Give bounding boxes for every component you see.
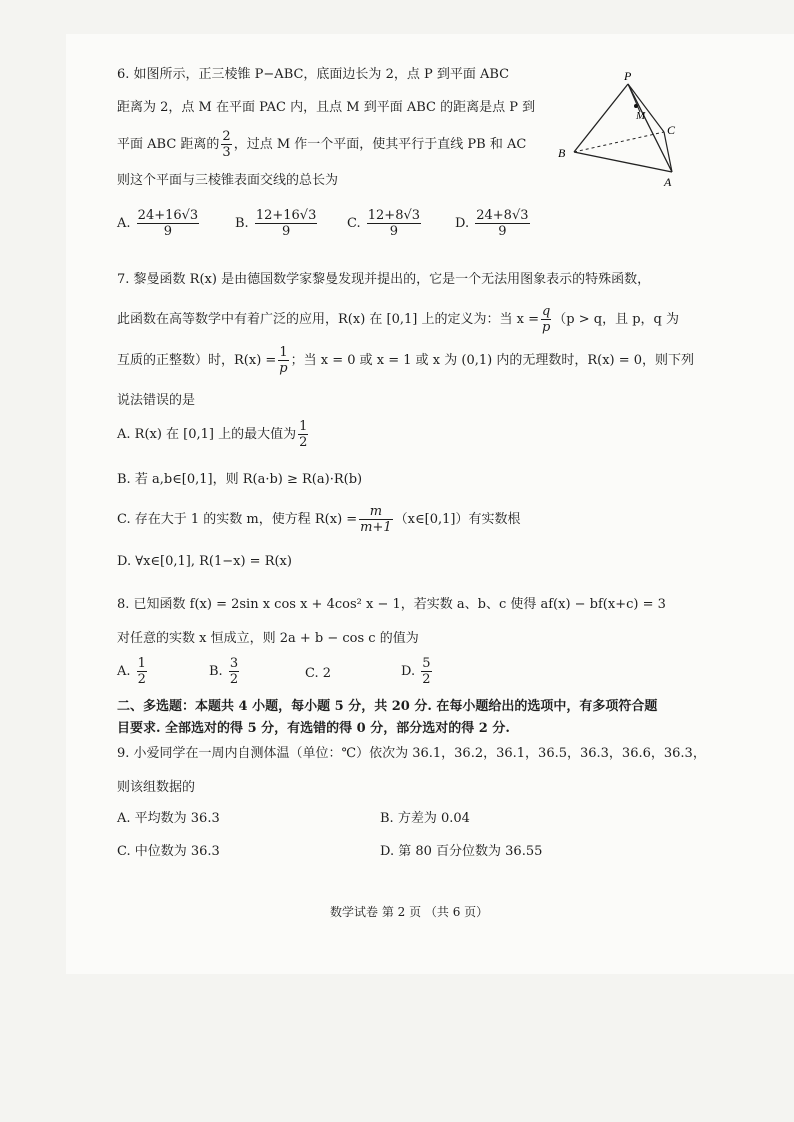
q6-option-a[interactable] (117, 208, 201, 239)
option-fraction (137, 208, 200, 239)
option-fraction (229, 656, 239, 687)
option-den: 9 (281, 224, 291, 239)
option-label: C. (305, 666, 319, 681)
q7-option-d[interactable]: D. ∀x∈[0,1], R(1−x) = R(x) (117, 554, 292, 569)
q7-option-a[interactable] (117, 418, 310, 452)
q8-line2: 对任意的实数 x 恒成立，则 2a + b − cos c 的值为 (117, 631, 419, 646)
option-den: 9 (163, 224, 173, 239)
q7-frac-den: p (541, 320, 551, 335)
frac-den: m+1 (360, 520, 392, 535)
option-label: C. (347, 216, 361, 231)
q8-option-b[interactable] (209, 656, 241, 687)
q8-line1: 8. 已知函数 f(x) = 2sin x cos x + 4cos² x − 1，若实数 a、b、c 使得 af(x) − bf(x+c) = 3 (117, 597, 666, 612)
label-p: P (624, 69, 632, 83)
label-a: A (664, 175, 672, 189)
option-fraction (475, 208, 529, 239)
q6-line3-end: ，过点 M 作一个平面，使其平行于直线 PB 和 AC (233, 137, 527, 152)
option-num: 5 (422, 656, 431, 671)
frac-num: 1 (299, 419, 308, 434)
option-num: 12+8√3 (367, 208, 421, 223)
option-num: 1 (137, 656, 146, 671)
option-label: A. (117, 664, 131, 679)
q6-line2: 距离为 2，点 M 在平面 PAC 内，且点 M 到平面 ABC 的距离是点 P 到 (117, 100, 536, 115)
q7-frac2-num: 1 (279, 345, 288, 360)
label-m: M (636, 110, 646, 122)
option-label: D. (455, 216, 470, 231)
label-c: C (667, 123, 676, 137)
q6-option-c[interactable] (347, 208, 423, 239)
option-den: 9 (389, 224, 399, 239)
option-label: B. (209, 664, 223, 679)
q7-line3-end: ；当 x = 0 或 x = 1 或 x 为 (0,1) 内的无理数时，R(x) = 0，则下列 (290, 353, 695, 368)
q7-option-c-fraction (359, 504, 393, 535)
q6-line3-start: 平面 ABC 距离的 (117, 137, 220, 152)
option-den: 2 (137, 672, 146, 687)
edge-pa (628, 84, 672, 172)
q7-option-c-start: C. 存在大于 1 的实数 m，使方程 R(x) = (117, 512, 358, 527)
q7-line1: 7. 黎曼函数 R(x) 是由德国数学家黎曼发现并提出的，它是一个无法用图象表示的特殊函数， (117, 272, 651, 287)
option-den: 2 (229, 672, 239, 687)
q7-option-b[interactable]: B. 若 a,b∈[0,1]，则 R(a·b) ≥ R(a)·R(b) (117, 472, 363, 487)
edge-ba (574, 152, 672, 172)
point-m (634, 104, 638, 108)
q6-line1: 6. 如图所示，正三棱锥 P−ABC，底面边长为 2，点 P 到平面 ABC (117, 67, 510, 82)
edge-pb (574, 84, 628, 152)
q7-fraction-1p (278, 345, 288, 376)
option-label: D. (401, 664, 416, 679)
section2-line1: 二、多选题：本题共 4 小题，每小题 5 分，共 20 分. 在每小题给出的选项中，有多项符合题 (117, 699, 658, 714)
option-fraction (255, 208, 318, 239)
q7-line2-end: （p > q，且 p，q 为 (553, 312, 680, 327)
q6-fraction-den: 3 (222, 145, 231, 160)
q6-fraction (221, 129, 231, 160)
q8-option-a[interactable] (117, 656, 149, 687)
q7-option-c-end: （x∈[0,1]）有实数根 (394, 512, 521, 527)
q9-line2: 则该组数据的 (117, 780, 196, 795)
option-den: 9 (498, 224, 507, 239)
option-label: A. (117, 216, 131, 231)
option-num: 12+16√3 (255, 208, 317, 223)
option-fraction (367, 208, 421, 239)
q8-options (117, 656, 457, 696)
q7-line2 (117, 303, 679, 337)
q7-frac-num: q (541, 304, 551, 319)
q7-line2-start: 此函数在高等数学中有着广泛的应用，R(x) 在 [0,1] 上的定义为：当 x = (117, 312, 539, 327)
q9-option-d[interactable]: D. 第 80 百分位数为 36.55 (380, 844, 543, 859)
q7-frac2-den: p (279, 361, 288, 376)
q7-option-c[interactable] (117, 503, 520, 537)
option-fraction (421, 656, 431, 687)
q6-fraction-num: 2 (222, 129, 231, 144)
q6-option-b[interactable] (235, 208, 319, 239)
page-footer: 数学试卷 第 2 页 （共 6 页） (330, 905, 489, 919)
option-num: 24+8√3 (476, 208, 529, 223)
option-label: B. (235, 216, 249, 231)
q9-option-b[interactable]: B. 方差为 0.04 (380, 811, 470, 826)
q7-option-a-fraction (298, 419, 308, 450)
frac-num: m (359, 504, 393, 520)
option-den: 2 (422, 672, 431, 687)
q6-option-d[interactable] (455, 208, 532, 239)
option-fraction (137, 656, 147, 687)
q8-option-d[interactable] (401, 656, 434, 687)
q9-option-c[interactable]: C. 中位数为 36.3 (117, 844, 220, 859)
option-value: 2 (322, 666, 332, 681)
q6-options (117, 208, 577, 248)
q6-line3 (117, 128, 526, 162)
section2-line2: 目要求. 全部选对的得 5 分，有选错的得 0 分，部分选对的得 2 分. (117, 721, 510, 736)
q7-line3-start: 互质的正整数）时，R(x) = (117, 353, 277, 368)
q6-line4: 则这个平面与三棱锥表面交线的总长为 (117, 173, 339, 188)
option-num: 3 (229, 656, 239, 671)
label-b: B (558, 146, 566, 160)
q9-line1: 9. 小爱同学在一周内自测体温（单位：℃）依次为 36.1，36.2，36.1，36.5，36.3，36.6，36.3， (117, 746, 706, 761)
edge-ac (664, 132, 672, 172)
frac-den: 2 (299, 435, 308, 450)
q8-option-c[interactable] (305, 666, 331, 681)
q7-line3 (117, 344, 694, 378)
q7-line4: 说法错误的是 (117, 393, 196, 408)
pyramid-figure (556, 64, 676, 194)
q7-option-a-text: A. R(x) 在 [0,1] 上的最大值为 (117, 427, 297, 442)
q9-option-a[interactable]: A. 平均数为 36.3 (117, 811, 220, 826)
option-num: 24+16√3 (137, 208, 199, 223)
edge-pc (628, 84, 664, 132)
q7-fraction-qp (541, 304, 551, 335)
